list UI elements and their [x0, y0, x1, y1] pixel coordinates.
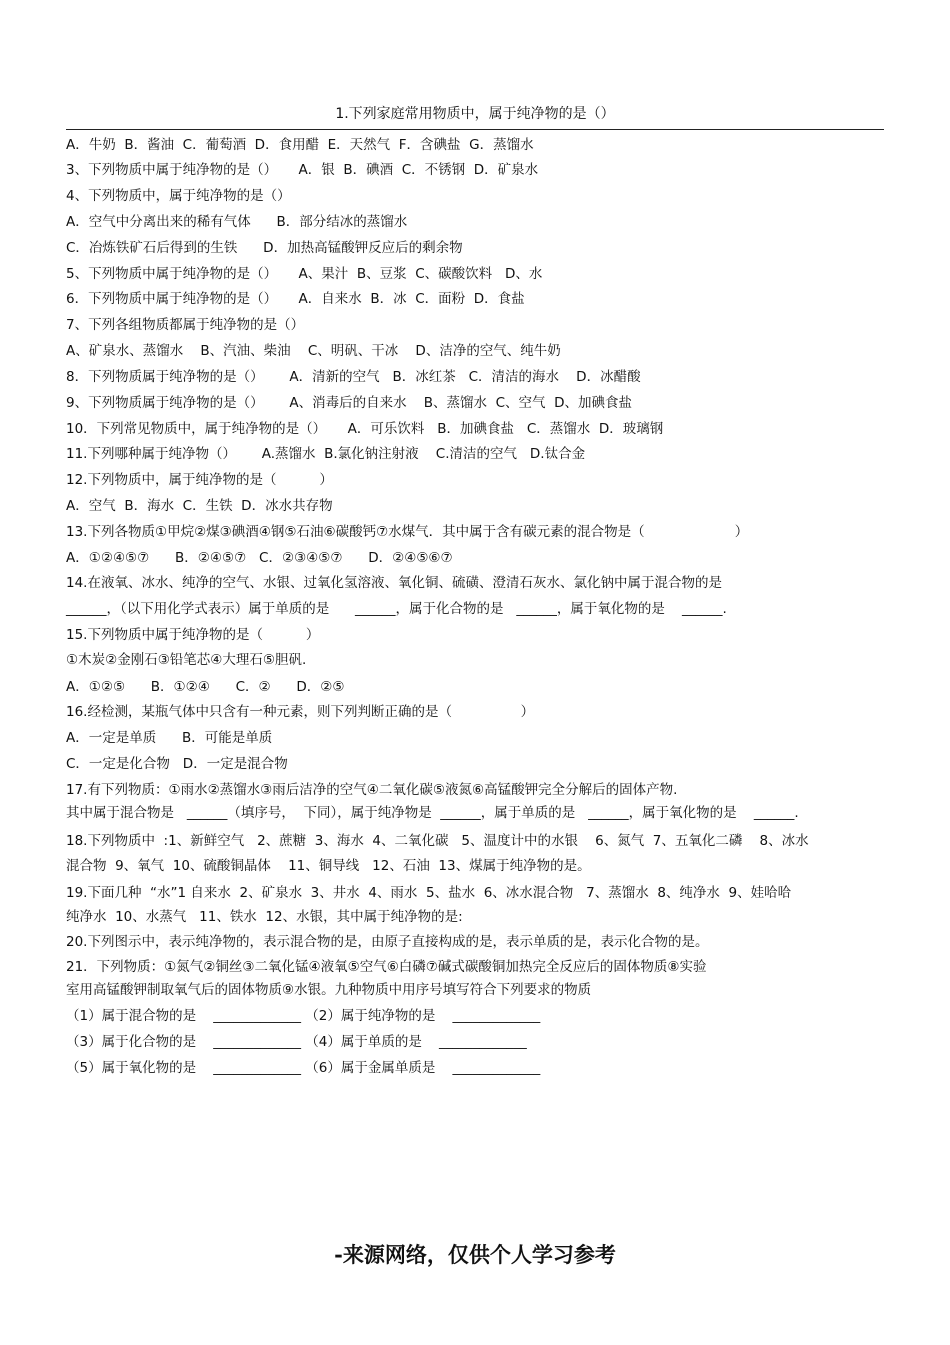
- text-line: （5）属于氧化物的是 _____________ （6）属于金属单质是 _____________: [66, 1060, 541, 1076]
- text-line: A．①②⑤ B．①②④ C．② D．②⑤: [66, 679, 345, 695]
- text-line: 室用高锰酸钾制取氧气后的固体物质⑨水银。九种物质中用序号填写符合下列要求的物质: [66, 982, 592, 998]
- document-title: 1.下列家庭常用物质中，属于纯净物的是（）: [335, 106, 615, 122]
- text-line: 5、下列物质中属于纯净物的是（） A、果汁 B、豆浆 C、碳酸饮料 D、水: [66, 266, 543, 282]
- text-line: 混合物 9、氧气 10、硫酸铜晶体 11、铜导线 12、石油 13、煤属于纯净物的是。: [66, 858, 591, 874]
- text-line: A．①②④⑤⑦ B．②④⑤⑦ C．②③④⑤⑦ D．②④⑤⑥⑦: [66, 550, 453, 566]
- text-line: 19.下面几种 “水”1 自来水 2、矿泉水 3、井水 4、雨水 5、盐水 6、冰水混合物 7、蒸馏水 8、纯净水 9、娃哈哈: [66, 885, 792, 901]
- footer-note: -来源网络，仅供个人学习参考: [334, 1242, 616, 1267]
- header-rule: [66, 129, 884, 130]
- text-line: 11.下列哪种属于纯净物（） A.蒸馏水 B.氯化钠注射液 C.清洁的空气 D.钛合金: [66, 446, 586, 462]
- text-line: 9、下列物质属于纯净物的是（） A、消毒后的自来水 B、蒸馏水 C、空气 D、加碘食盐: [66, 395, 632, 411]
- text-line: 其中属于混合物是 ______（填序号， 下同），属于纯净物是 ______，属于单质的是 ______，属于氧化物的是 ______.: [66, 805, 799, 821]
- text-line: 14.在液氧、冰水、纯净的空气、水银、过氧化氢溶液、氧化铜、硫磺、澄清石灰水、氯化钠中属于混合物的是: [66, 575, 722, 591]
- text-line: 10．下列常见物质中，属于纯净物的是（） A．可乐饮料 B．加碘食盐 C．蒸馏水 D．玻璃钢: [66, 421, 664, 437]
- text-line: ①木炭②金刚石③铅笔芯④大理石⑤胆矾.: [66, 652, 307, 668]
- text-line: A．空气中分离出来的稀有气体 B．部分结冰的蒸馏水: [66, 214, 408, 230]
- text-line: A、矿泉水、蒸馏水 B、汽油、柴油 C、明矾、干冰 D、洁净的空气、纯牛奶: [66, 343, 561, 359]
- text-line: （1）属于混合物的是 _____________ （2）属于纯净物的是 _____________: [66, 1008, 541, 1024]
- text-line: ______，（以下用化学式表示）属于单质的是 ______，属于化合物的是 ______，属于氧化物的是 ______.: [66, 601, 727, 617]
- text-line: 13.下列各物质①甲烷②煤③碘酒④钢⑤石油⑥碳酸钙⑦水煤气．其中属于含有碳元素的混合物是（ ）: [66, 524, 749, 540]
- text-line: 7、下列各组物质都属于纯净物的是（）: [66, 317, 305, 333]
- text-line: 4、下列物质中，属于纯净物的是（）: [66, 188, 291, 204]
- text-line: A．空气 B．海水 C．生铁 D．冰水共存物: [66, 498, 333, 514]
- text-line: 纯净水 10、水蒸气 11、铁水 12、水银，其中属于纯净物的是:: [66, 909, 463, 925]
- text-line: 3、下列物质中属于纯净物的是（） A．银 B．碘酒 C．不锈钢 D．矿泉水: [66, 162, 539, 178]
- text-line: 17.有下列物质：①雨水②蒸馏水③雨后洁净的空气④二氧化碳⑤液氮⑥高锰酸钾完全分解后的固体产物.: [66, 782, 678, 798]
- text-line: A．一定是单质 B．可能是单质: [66, 730, 273, 746]
- text-line: 12.下列物质中，属于纯净物的是（ ）: [66, 472, 333, 488]
- text-line: 15.下列物质中属于纯净物的是（ ）: [66, 627, 320, 643]
- text-line: （3）属于化合物的是 _____________ （4）属于单质的是 _____________: [66, 1034, 527, 1050]
- text-line: 21．下列物质：①氮气②铜丝③二氧化锰④液氧⑤空气⑥白磷⑦碱式碳酸铜加热完全反应后的固体物质⑧实验: [66, 959, 707, 975]
- text-line: 6．下列物质中属于纯净物的是（） A．自来水 B．冰 C．面粉 D．食盐: [66, 291, 525, 307]
- text-line: C．一定是化合物 D．一定是混合物: [66, 756, 288, 772]
- text-line: 20.下列图示中，表示纯净物的，表示混合物的是，由原子直接构成的是，表示单质的是，表示化合物的是。: [66, 934, 709, 950]
- text-line: 18.下列物质中 :1、新鲜空气 2、蔗糖 3、海水 4、二氧化碳 5、温度计中的水银 6、氮气 7、五氧化二磷 8、冰水: [66, 833, 809, 849]
- text-line: 16.经检测，某瓶气体中只含有一种元素，则下列判断正确的是（ ）: [66, 704, 535, 720]
- text-line: C．冶炼铁矿石后得到的生铁 D．加热高锰酸钾反应后的剩余物: [66, 240, 463, 256]
- text-line: A．牛奶 B．酱油 C．葡萄酒 D．食用醋 E．天然气 F．含碘盐 G．蒸馏水: [66, 137, 534, 153]
- text-line: 8．下列物质属于纯净物的是（） A．清新的空气 B．冰红茶 C．清洁的海水 D．冰醋酸: [66, 369, 641, 385]
